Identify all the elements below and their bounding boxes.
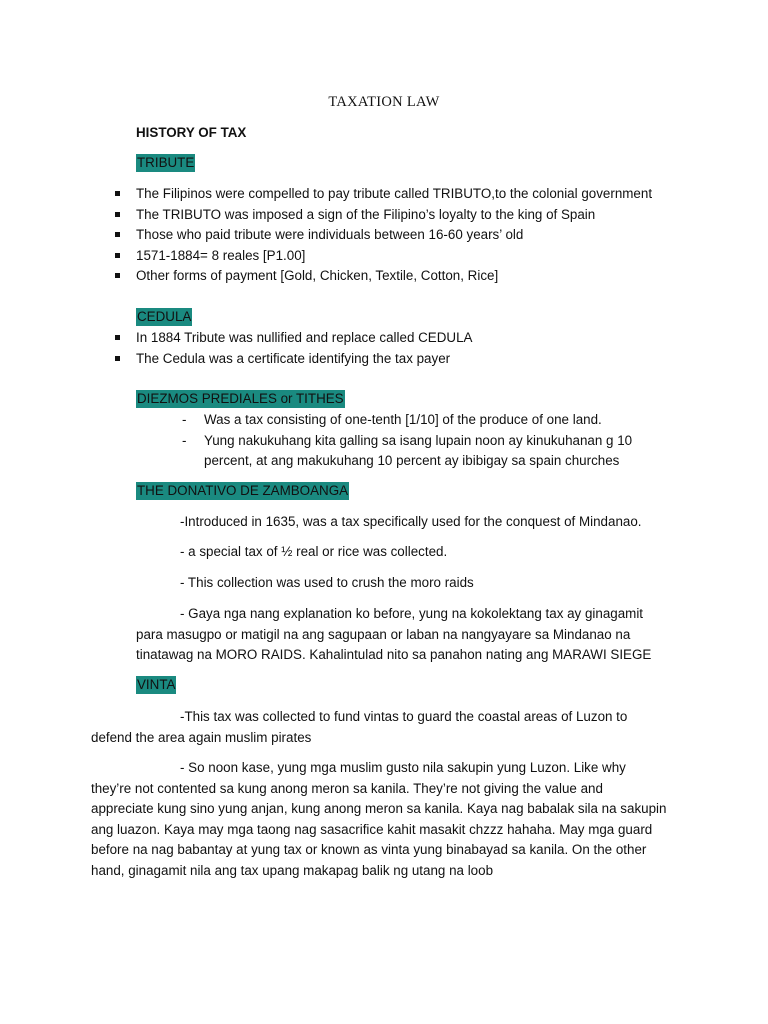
list-item: - Was a tax consisting of one-tenth [1/10] of the produce of one land. (180, 410, 650, 431)
list-item: The TRIBUTO was imposed a sign of the Filipino’s loyalty to the king of Spain (112, 205, 652, 226)
vinta-paragraph-2-line-5: before na nag babantay at yung tax or known as vinta yung binabayad sa kanila. On the other (91, 842, 647, 857)
vinta-paragraph-1-line-2: defend the area again muslim pirates (91, 730, 312, 745)
donativo-heading: THE DONATIVO DE ZAMBOANGA (137, 483, 349, 498)
vinta-paragraph-2-line-2: they’re not contented sa kung anong meron sa kanila. They’re not giving the value and (91, 781, 603, 796)
diezmos-heading: DIEZMOS PREDIALES or TITHES (137, 391, 344, 406)
list-item: In 1884 Tribute was nullified and replace called CEDULA (112, 328, 472, 349)
vinta-paragraph-2-line-1: - So noon kase, yung mga muslim gusto nila sakupin yung Luzon. Like why (180, 760, 626, 775)
vinta-paragraph-2-line-6: hand, ginagamit nila ang tax upang makapag balik ng utang na loob (91, 863, 494, 878)
vinta-heading: VINTA (137, 677, 176, 692)
tribute-heading: TRIBUTE (137, 155, 195, 170)
vinta-paragraph-2-line-4: ang luazon. Kaya may mga taong nag sasacrifice kahit masakit chzzz hahaha. May mga guard (91, 822, 653, 837)
donativo-paragraph-1: -Introduced in 1635, was a tax specifically used for the conquest of Mindanao. (180, 514, 642, 529)
list-item: Other forms of payment [Gold, Chicken, Textile, Cotton, Rice] (112, 266, 652, 287)
vinta-paragraph-1-line-1: -This tax was collected to fund vintas to guard the coastal areas of Luzon to (180, 709, 628, 724)
list-item: Those who paid tribute were individuals between 16-60 years’ old (112, 225, 652, 246)
list-item: The Cedula was a certificate identifying the tax payer (112, 349, 472, 370)
list-item: - Yung nakukuhang kita galling sa isang lupain noon ay kinukuhanan g 10 percent, at ang makukuhang 10 percent ay ibibigay sa spain churches (180, 431, 650, 472)
document-title: TAXATION LAW (328, 94, 440, 110)
donativo-paragraph-4-line-1: - Gaya nga nang explanation ko before, yung na kokolektang tax ay ginagamit (180, 606, 644, 621)
donativo-paragraph-2: - a special tax of ½ real or rice was collected. (180, 544, 448, 559)
donativo-paragraph-4-line-3: tinatawag na MORO RAIDS. Kahalintulad nito sa panahon nating ang MARAWI SIEGE (136, 647, 652, 662)
cedula-list (112, 328, 472, 369)
cedula-heading: CEDULA (137, 309, 192, 324)
list-item: 1571-1884= 8 reales [P1.00] (112, 246, 652, 267)
list-item: The Filipinos were compelled to pay tribute called TRIBUTO,to the colonial government (112, 184, 652, 205)
donativo-paragraph-3: - This collection was used to crush the moro raids (180, 575, 474, 590)
donativo-paragraph-4-line-2: para masugpo or matigil na ang sagupaan or laban na nangyayare sa Mindanao na (136, 627, 631, 642)
tribute-list (112, 184, 652, 287)
diezmos-list (180, 410, 650, 472)
section-subtitle: HISTORY OF TAX (136, 125, 247, 140)
vinta-paragraph-2-line-3: appreciate kung sino yung anjan, kung anong meron sa kanila. Kaya nag babalak sila na sakupin (91, 801, 667, 816)
